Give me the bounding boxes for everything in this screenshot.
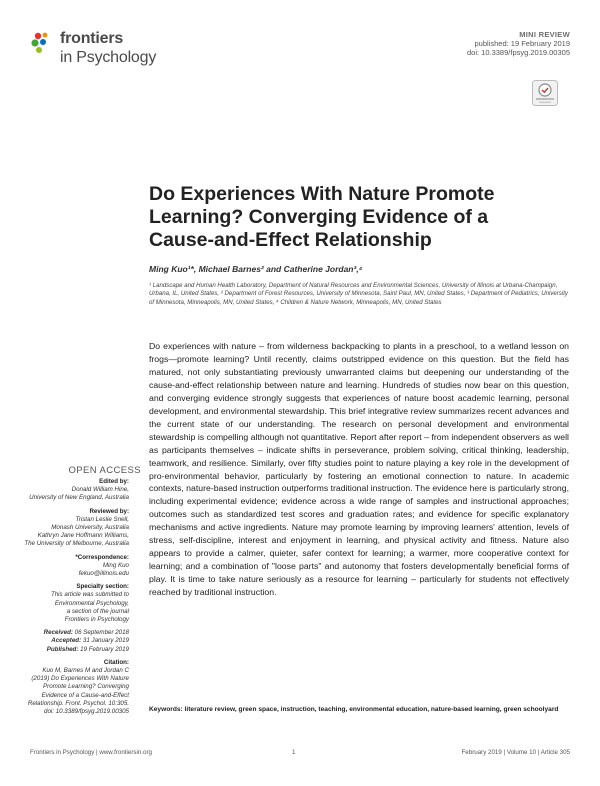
citation-line: doi: 10.3389/fpsyg.2019.00305 [44, 708, 129, 716]
check-updates-icon [532, 80, 558, 106]
editor-name: Donald William Hine, [71, 486, 129, 494]
reviewer-line: Tristan Leslie Snell, [75, 515, 129, 523]
brand-subtitle: in Psychology [60, 49, 157, 66]
page-number: 1 [292, 749, 296, 756]
citation-line: (2019) Do Experiences With Nature [31, 675, 129, 683]
specialty-line: Environmental Psychology, [54, 599, 129, 607]
reviewer-line: Kathryn Jane Hoffmann Williams, [37, 532, 129, 540]
correspondence-heading: *Correspondence: [75, 553, 129, 561]
abstract-text: Do experiences with nature – from wilderness backpacking to plants in a preschool, to a wetland lesson on frogs—promote learning? Until recently, claims outstripped evidence on this question. But the field has matured, not only substantiating previously unwarranted claims but deepening our understanding of the cause-and-effect relationship between nature and learning. Hundreds of studies now bear on this question, and converging evidence strongly suggests that experiences of nature boost academic learning, personal development, and environmental stewardship. This brief integrative review summarizes recent advances and the current state of our understanding. The research on personal development and environmental stewardship is compelling although not quantitative. Report after report – from independent observers as well as participants themselves – indicate shifts in perseverance, problem solving, critical thinking, leadership, teamwork, and resilience. Similarly, over fifty studies point to nature playing a key role in the development of pro-environmental behavior, particularly by fostering an emotional connection to nature. In academic contexts, nature-based instruction outperforms traditional instruction. The evidence here is particularly strong, including experimental evidence; evidence across a wide range of samples and instructional approaches; outcomes such as standardized test scores and graduation rates; and evidence for specific explanatory mechanisms and active ingredients. Nature may promote learning by improving learners' attention, levels of stress, self-discipline, interest and enjoyment in learning, and physical activity and fitness. Nature also appears to provide a calmer, quieter, safer context for learning; a warmer, more cooperative context for learning; and a combination of "loose parts" and autonomy that fosters developmentally beneficial forms of play. It is time to take nature seriously as a resource for learning – particularly for students not effectively reached by traditional instruction. [149, 341, 569, 598]
journal-logo [30, 28, 170, 68]
author-list: Ming Kuo¹*, Michael Barnes² and Catherine Jordan³,⁴ [149, 264, 363, 274]
correspondence-email[interactable]: fekuo@illinois.edu [78, 570, 129, 578]
specialty-line: This article was submitted to [50, 591, 129, 599]
footer-journal[interactable]: Frontiers in Psychology | www.frontiersin.org [30, 749, 152, 756]
title-line: Do Experiences With Nature Promote [149, 183, 495, 205]
reviewer-line: The University of Melbourne, Australia [24, 540, 129, 548]
title-line: Learning? Converging Evidence of a [149, 206, 489, 228]
citation-line: Evidence of a Cause-and-Effect [41, 691, 129, 699]
specialty-line: Frontiers in Psychology [64, 616, 129, 624]
reviewed-by-heading: Reviewed by: [89, 507, 129, 515]
citation-line: Kuo M, Barnes M and Jordan C [42, 667, 129, 675]
specialty-line: a section of the journal [66, 607, 129, 615]
article-sidebar [0, 478, 129, 716]
date-accepted: Accepted: 31 January 2019 [51, 637, 129, 645]
brand-name: frontiers [60, 30, 124, 47]
keywords: Keywords: literature review, green space, instruction, teaching, environmental education, nature-based learning, green schoolyard [149, 706, 559, 713]
citation-line: Relationship. Front. Psychol. 10:305. [27, 699, 129, 707]
edited-by-heading: Edited by: [99, 478, 129, 485]
footer-volume: February 2019 | Volume 10 | Article 305 [461, 749, 570, 756]
citation-heading: Citation: [103, 658, 129, 666]
citation-line: Promote Learning? Converging [43, 683, 129, 691]
correspondence-name: Ming Kuo [102, 561, 129, 569]
article-title [149, 183, 549, 252]
article-meta [467, 30, 570, 57]
title-line: Cause-and-Effect Relationship [149, 229, 432, 251]
frontiers-logo-icon [30, 30, 56, 56]
doi-link[interactable]: doi: 10.3389/fpsyg.2019.00305 [466, 48, 570, 57]
date-received: Received: 06 September 2018 [43, 629, 129, 637]
specialty-heading: Specialty section: [76, 583, 129, 591]
editor-affiliation: University of New England, Australia [29, 494, 129, 502]
open-access-label: OPEN ACCESS [68, 465, 141, 476]
date-published: Published: 19 February 2019 [46, 645, 129, 653]
reviewer-line: Monash University, Australia [51, 524, 129, 532]
article-type: MINI REVIEW [519, 30, 570, 39]
published-date: published: 19 February 2019 [474, 39, 570, 48]
date-history [0, 629, 129, 654]
check-for-updates-button[interactable] [532, 80, 558, 106]
affiliations: ¹ Landscape and Human Health Laboratory, Department of Natural Resources and Environmental Sciences, University of Illinois at Urbana-Champaign, Urbana, IL, United States, ² Department of Forest Resources, University of Minnesota, Saint Paul, MN, United States, ³ Department of Pediatrics, University of Minnesota, Minneapolis, MN, United States, ⁴ Children & Nature Network, Minneapolis, MN, United States [149, 282, 568, 306]
